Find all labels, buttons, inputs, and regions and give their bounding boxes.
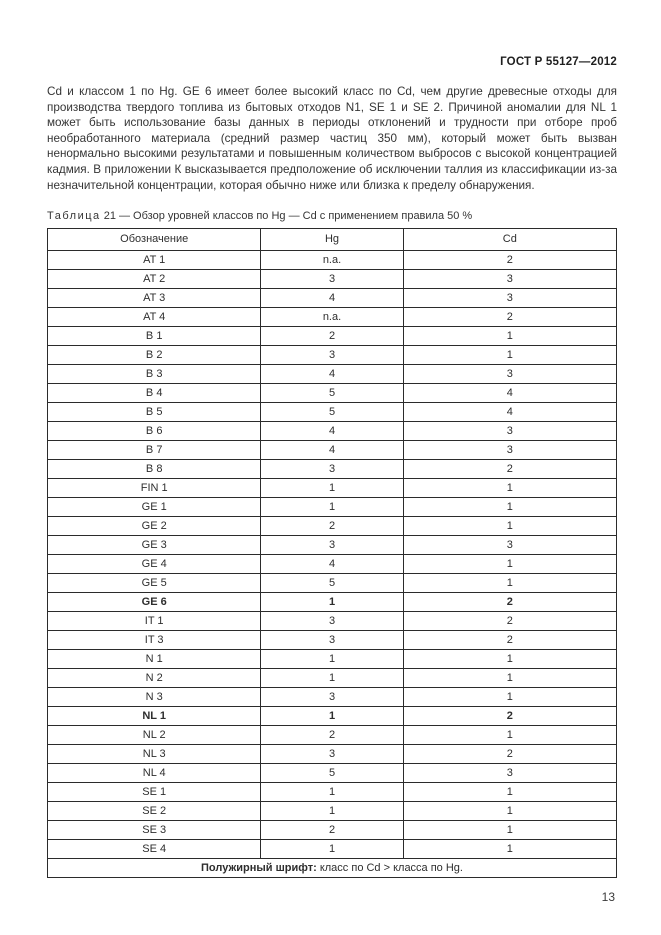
cd-value: 3 <box>403 441 616 460</box>
row-label: SE 1 <box>48 783 261 802</box>
cd-value: 1 <box>403 821 616 840</box>
hg-value: 1 <box>261 650 403 669</box>
row-label: NL 4 <box>48 764 261 783</box>
row-label: SE 4 <box>48 840 261 859</box>
hg-value: 3 <box>261 688 403 707</box>
row-label: N 1 <box>48 650 261 669</box>
cd-value: 1 <box>403 346 616 365</box>
hg-value: 1 <box>261 593 403 612</box>
cd-value: 1 <box>403 327 616 346</box>
table-row <box>48 251 617 270</box>
row-label: AT 2 <box>48 270 261 289</box>
header-designation: Обозначение <box>48 229 261 251</box>
cd-value: 3 <box>403 365 616 384</box>
hg-value: 3 <box>261 631 403 650</box>
table-row <box>48 783 617 802</box>
row-label: IT 3 <box>48 631 261 650</box>
row-label: GE 6 <box>48 593 261 612</box>
hg-value: 5 <box>261 574 403 593</box>
row-label: B 2 <box>48 346 261 365</box>
table-row <box>48 707 617 726</box>
cd-value: 2 <box>403 460 616 479</box>
cd-value: 1 <box>403 840 616 859</box>
hg-value: 4 <box>261 422 403 441</box>
hg-value: 1 <box>261 479 403 498</box>
hg-value: 2 <box>261 327 403 346</box>
header-cd: Cd <box>403 229 616 251</box>
page-number: 13 <box>601 890 615 905</box>
cd-value: 1 <box>403 574 616 593</box>
row-label: FIN 1 <box>48 479 261 498</box>
hg-value: 4 <box>261 365 403 384</box>
cd-value: 3 <box>403 764 616 783</box>
row-label: NL 1 <box>48 707 261 726</box>
hg-value: 4 <box>261 555 403 574</box>
cd-value: 1 <box>403 498 616 517</box>
table-row <box>48 441 617 460</box>
table-row <box>48 289 617 308</box>
hg-value: n.a. <box>261 308 403 327</box>
row-label: AT 4 <box>48 308 261 327</box>
table-row <box>48 308 617 327</box>
classes-table <box>47 228 617 878</box>
table-row <box>48 764 617 783</box>
table-row <box>48 688 617 707</box>
row-label: GE 1 <box>48 498 261 517</box>
table-row <box>48 384 617 403</box>
cd-value: 1 <box>403 479 616 498</box>
cd-value: 1 <box>403 802 616 821</box>
cd-value: 2 <box>403 631 616 650</box>
table-row <box>48 460 617 479</box>
hg-value: 4 <box>261 441 403 460</box>
table-row <box>48 422 617 441</box>
hg-value: n.a. <box>261 251 403 270</box>
table-footnote-row <box>48 859 617 878</box>
cd-value: 2 <box>403 745 616 764</box>
table-row <box>48 517 617 536</box>
row-label: N 3 <box>48 688 261 707</box>
cd-value: 3 <box>403 289 616 308</box>
cd-value: 2 <box>403 707 616 726</box>
cd-value: 3 <box>403 270 616 289</box>
table-row <box>48 536 617 555</box>
hg-value: 5 <box>261 403 403 422</box>
table-row <box>48 574 617 593</box>
hg-value: 4 <box>261 289 403 308</box>
hg-value: 2 <box>261 517 403 536</box>
row-label: NL 2 <box>48 726 261 745</box>
cd-value: 2 <box>403 308 616 327</box>
row-label: N 2 <box>48 669 261 688</box>
hg-value: 1 <box>261 840 403 859</box>
table-row <box>48 612 617 631</box>
cd-value: 2 <box>403 251 616 270</box>
row-label: SE 2 <box>48 802 261 821</box>
table-row <box>48 631 617 650</box>
table-row <box>48 726 617 745</box>
table-row <box>48 327 617 346</box>
table-row <box>48 555 617 574</box>
hg-value: 1 <box>261 669 403 688</box>
row-label: B 8 <box>48 460 261 479</box>
row-label: AT 1 <box>48 251 261 270</box>
row-label: GE 3 <box>48 536 261 555</box>
table-row <box>48 403 617 422</box>
cd-value: 2 <box>403 612 616 631</box>
hg-value: 2 <box>261 821 403 840</box>
row-label: GE 4 <box>48 555 261 574</box>
body-paragraph: Cd и классом 1 по Hg. GE 6 имеет более высокий класс по Cd, чем другие древесные отходы для производства твердого топлива из бытовых отходов N1, SE 1 и SE 2. Причиной аномалии для NL 1 может быть использование базы данных в периоды отклонений и трудности при отборе проб необработанного материала (средний размер частиц 350 мм), который может быть вызван ненормально высокими результатами и повышенным количеством выбросов с высокой концентрацией кадмия. В приложении К высказывается предположение об исключении таллия из классификации из-за незначительной концентрации, которая обычно ниже или близка к пределу обнаружения. <box>47 85 617 192</box>
cd-value: 1 <box>403 555 616 574</box>
hg-value: 1 <box>261 783 403 802</box>
hg-value: 3 <box>261 612 403 631</box>
row-label: NL 3 <box>48 745 261 764</box>
row-label: IT 1 <box>48 612 261 631</box>
row-label: SE 3 <box>48 821 261 840</box>
hg-value: 5 <box>261 764 403 783</box>
table-row <box>48 650 617 669</box>
hg-value: 3 <box>261 346 403 365</box>
footnote-label: Полужирный шрифт: <box>201 861 317 874</box>
cd-value: 2 <box>403 593 616 612</box>
hg-value: 1 <box>261 802 403 821</box>
cd-value: 1 <box>403 650 616 669</box>
cd-value: 1 <box>403 783 616 802</box>
table-row <box>48 479 617 498</box>
table-row <box>48 365 617 384</box>
cd-value: 1 <box>403 688 616 707</box>
cd-value: 4 <box>403 384 616 403</box>
cd-value: 3 <box>403 422 616 441</box>
table-row <box>48 802 617 821</box>
hg-value: 3 <box>261 745 403 764</box>
row-label: GE 2 <box>48 517 261 536</box>
hg-value: 3 <box>261 460 403 479</box>
table-row <box>48 745 617 764</box>
row-label: B 7 <box>48 441 261 460</box>
table-row <box>48 498 617 517</box>
table-header-row <box>48 229 617 251</box>
table-footnote <box>48 859 617 878</box>
table-caption-text: 21 — Обзор уровней классов по Hg — Cd с применением правила 50 % <box>103 210 473 223</box>
table-row <box>48 593 617 612</box>
table-row <box>48 346 617 365</box>
table-row <box>48 840 617 859</box>
cd-value: 4 <box>403 403 616 422</box>
row-label: B 1 <box>48 327 261 346</box>
row-label: B 5 <box>48 403 261 422</box>
hg-value: 1 <box>261 498 403 517</box>
table-row <box>48 669 617 688</box>
table-caption-word: Таблица <box>47 210 101 223</box>
row-label: GE 5 <box>48 574 261 593</box>
cd-value: 3 <box>403 536 616 555</box>
table-row <box>48 821 617 840</box>
hg-value: 2 <box>261 726 403 745</box>
footnote-text: класс по Cd > класса по Hg. <box>319 861 463 874</box>
hg-value: 5 <box>261 384 403 403</box>
table-body <box>48 251 617 859</box>
cd-value: 1 <box>403 669 616 688</box>
hg-value: 1 <box>261 707 403 726</box>
standard-number-header: ГОСТ Р 55127—2012 <box>500 56 617 68</box>
table-caption <box>47 210 617 222</box>
header-hg: Hg <box>261 229 403 251</box>
row-label: B 6 <box>48 422 261 441</box>
row-label: AT 3 <box>48 289 261 308</box>
table-row <box>48 270 617 289</box>
hg-value: 3 <box>261 536 403 555</box>
cd-value: 1 <box>403 726 616 745</box>
hg-value: 3 <box>261 270 403 289</box>
row-label: B 4 <box>48 384 261 403</box>
cd-value: 1 <box>403 517 616 536</box>
row-label: B 3 <box>48 365 261 384</box>
